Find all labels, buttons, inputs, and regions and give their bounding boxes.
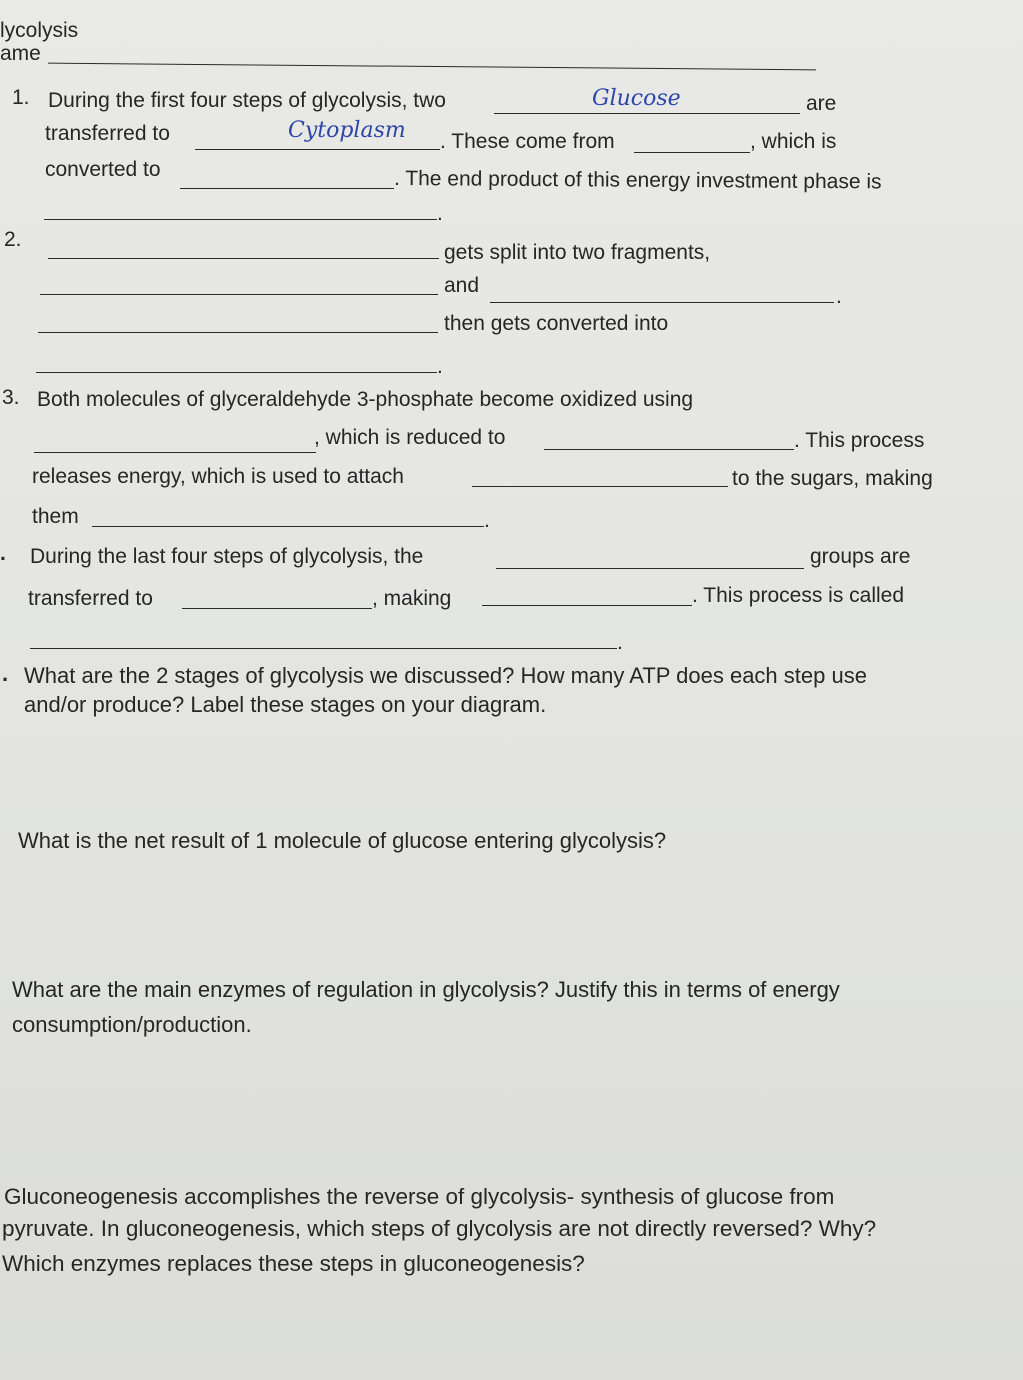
q8-text-line1: Gluconeogenesis accomplishes the reverse of glycolysis- synthesis of glucose from: [4, 1184, 835, 1209]
q4-text-process-called: . This process is called: [692, 584, 905, 607]
q3-text-line3: releases energy, which is used to attach: [32, 465, 404, 488]
q4-text-line2: transferred to: [28, 587, 153, 610]
q2-blank-5[interactable]: [36, 372, 437, 373]
q1-text-which-is: , which is: [750, 130, 837, 153]
q3-blank-2[interactable]: [544, 449, 794, 450]
q2-text-line3: then gets converted into: [444, 312, 669, 335]
q3-text-this-process: . This process: [794, 429, 925, 452]
q4-blank-2[interactable]: [182, 608, 372, 609]
q3-blank-4[interactable]: [92, 526, 484, 527]
q2-period-1: .: [836, 285, 842, 308]
q4-text-making: , making: [372, 587, 452, 610]
q3-text-to-the-sugars: to the sugars, making: [732, 467, 933, 490]
q1-text-line1: During the first four steps of glycolysis, two: [48, 89, 446, 112]
q8-text-line2: pyruvate. In gluconeogenesis, which steps of glycolysis are not directly reversed? Why?: [2, 1216, 877, 1241]
q1-blank-3[interactable]: [634, 152, 750, 153]
q3-number: 3.: [2, 386, 20, 409]
q1-blank-2[interactable]: [195, 149, 440, 150]
q3-period: .: [484, 509, 490, 532]
q3-text-them: them: [32, 505, 79, 528]
q2-text-and: and: [444, 274, 480, 297]
q2-blank-1[interactable]: [48, 258, 439, 259]
q2-blank-2[interactable]: [40, 294, 438, 295]
name-blank[interactable]: [48, 63, 816, 71]
q3-text-line1: Both molecules of glyceraldehyde 3-phosphate become oxidized using: [37, 388, 694, 411]
q4-text-groups-are: groups are: [810, 545, 911, 568]
q5-text-line2: and/or produce? Label these stages on your diagram.: [24, 692, 547, 717]
q1-text-are: are: [806, 92, 837, 115]
q3-text-reduced-to: , which is reduced to: [314, 426, 506, 449]
q4-text-line1: During the last four steps of glycolysis, the: [30, 545, 424, 568]
q2-text-line1: gets split into two fragments,: [444, 241, 711, 264]
q1-answer-1: Glucose: [592, 86, 681, 111]
q1-answer-2: Cytoplasm: [288, 118, 406, 143]
q1-text-these-come-from: . These come from: [440, 130, 615, 153]
worksheet-title: lycolysis: [0, 19, 79, 42]
q4-blank-1[interactable]: [496, 568, 804, 569]
q4-number: .: [0, 542, 6, 565]
q4-period: .: [617, 631, 623, 654]
q1-text-end-product: . The end product of this energy investment phase is: [393, 167, 882, 194]
q2-period-2: .: [437, 355, 443, 378]
q3-blank-1[interactable]: [34, 452, 316, 453]
q7-text-line1: What are the main enzymes of regulation in glycolysis? Justify this in terms of energy: [12, 977, 840, 1002]
q8-text-line3: Which enzymes replaces these steps in gluconeogenesis?: [2, 1251, 585, 1276]
q5-number: .: [2, 661, 9, 686]
q1-blank-4[interactable]: [180, 188, 394, 189]
q1-number: 1.: [12, 86, 30, 109]
q1-blank-1[interactable]: [494, 113, 800, 114]
q1-period: .: [437, 202, 443, 225]
q1-blank-5[interactable]: [44, 219, 437, 220]
name-label: ame: [0, 42, 41, 65]
q2-blank-3[interactable]: [490, 302, 834, 303]
q1-text-line2: transferred to: [45, 122, 170, 145]
q1-text-line3: converted to: [45, 158, 161, 181]
q2-number: 2.: [4, 228, 22, 251]
q2-blank-4[interactable]: [38, 332, 438, 333]
q3-blank-3[interactable]: [472, 486, 728, 487]
q4-blank-4[interactable]: [30, 648, 617, 649]
q7-text-line2: consumption/production.: [12, 1012, 252, 1037]
q4-blank-3[interactable]: [482, 605, 692, 606]
q5-text-line1: What are the 2 stages of glycolysis we discussed? How many ATP does each step use: [24, 663, 867, 688]
q6-text-line1: What is the net result of 1 molecule of glucose entering glycolysis?: [18, 828, 667, 853]
